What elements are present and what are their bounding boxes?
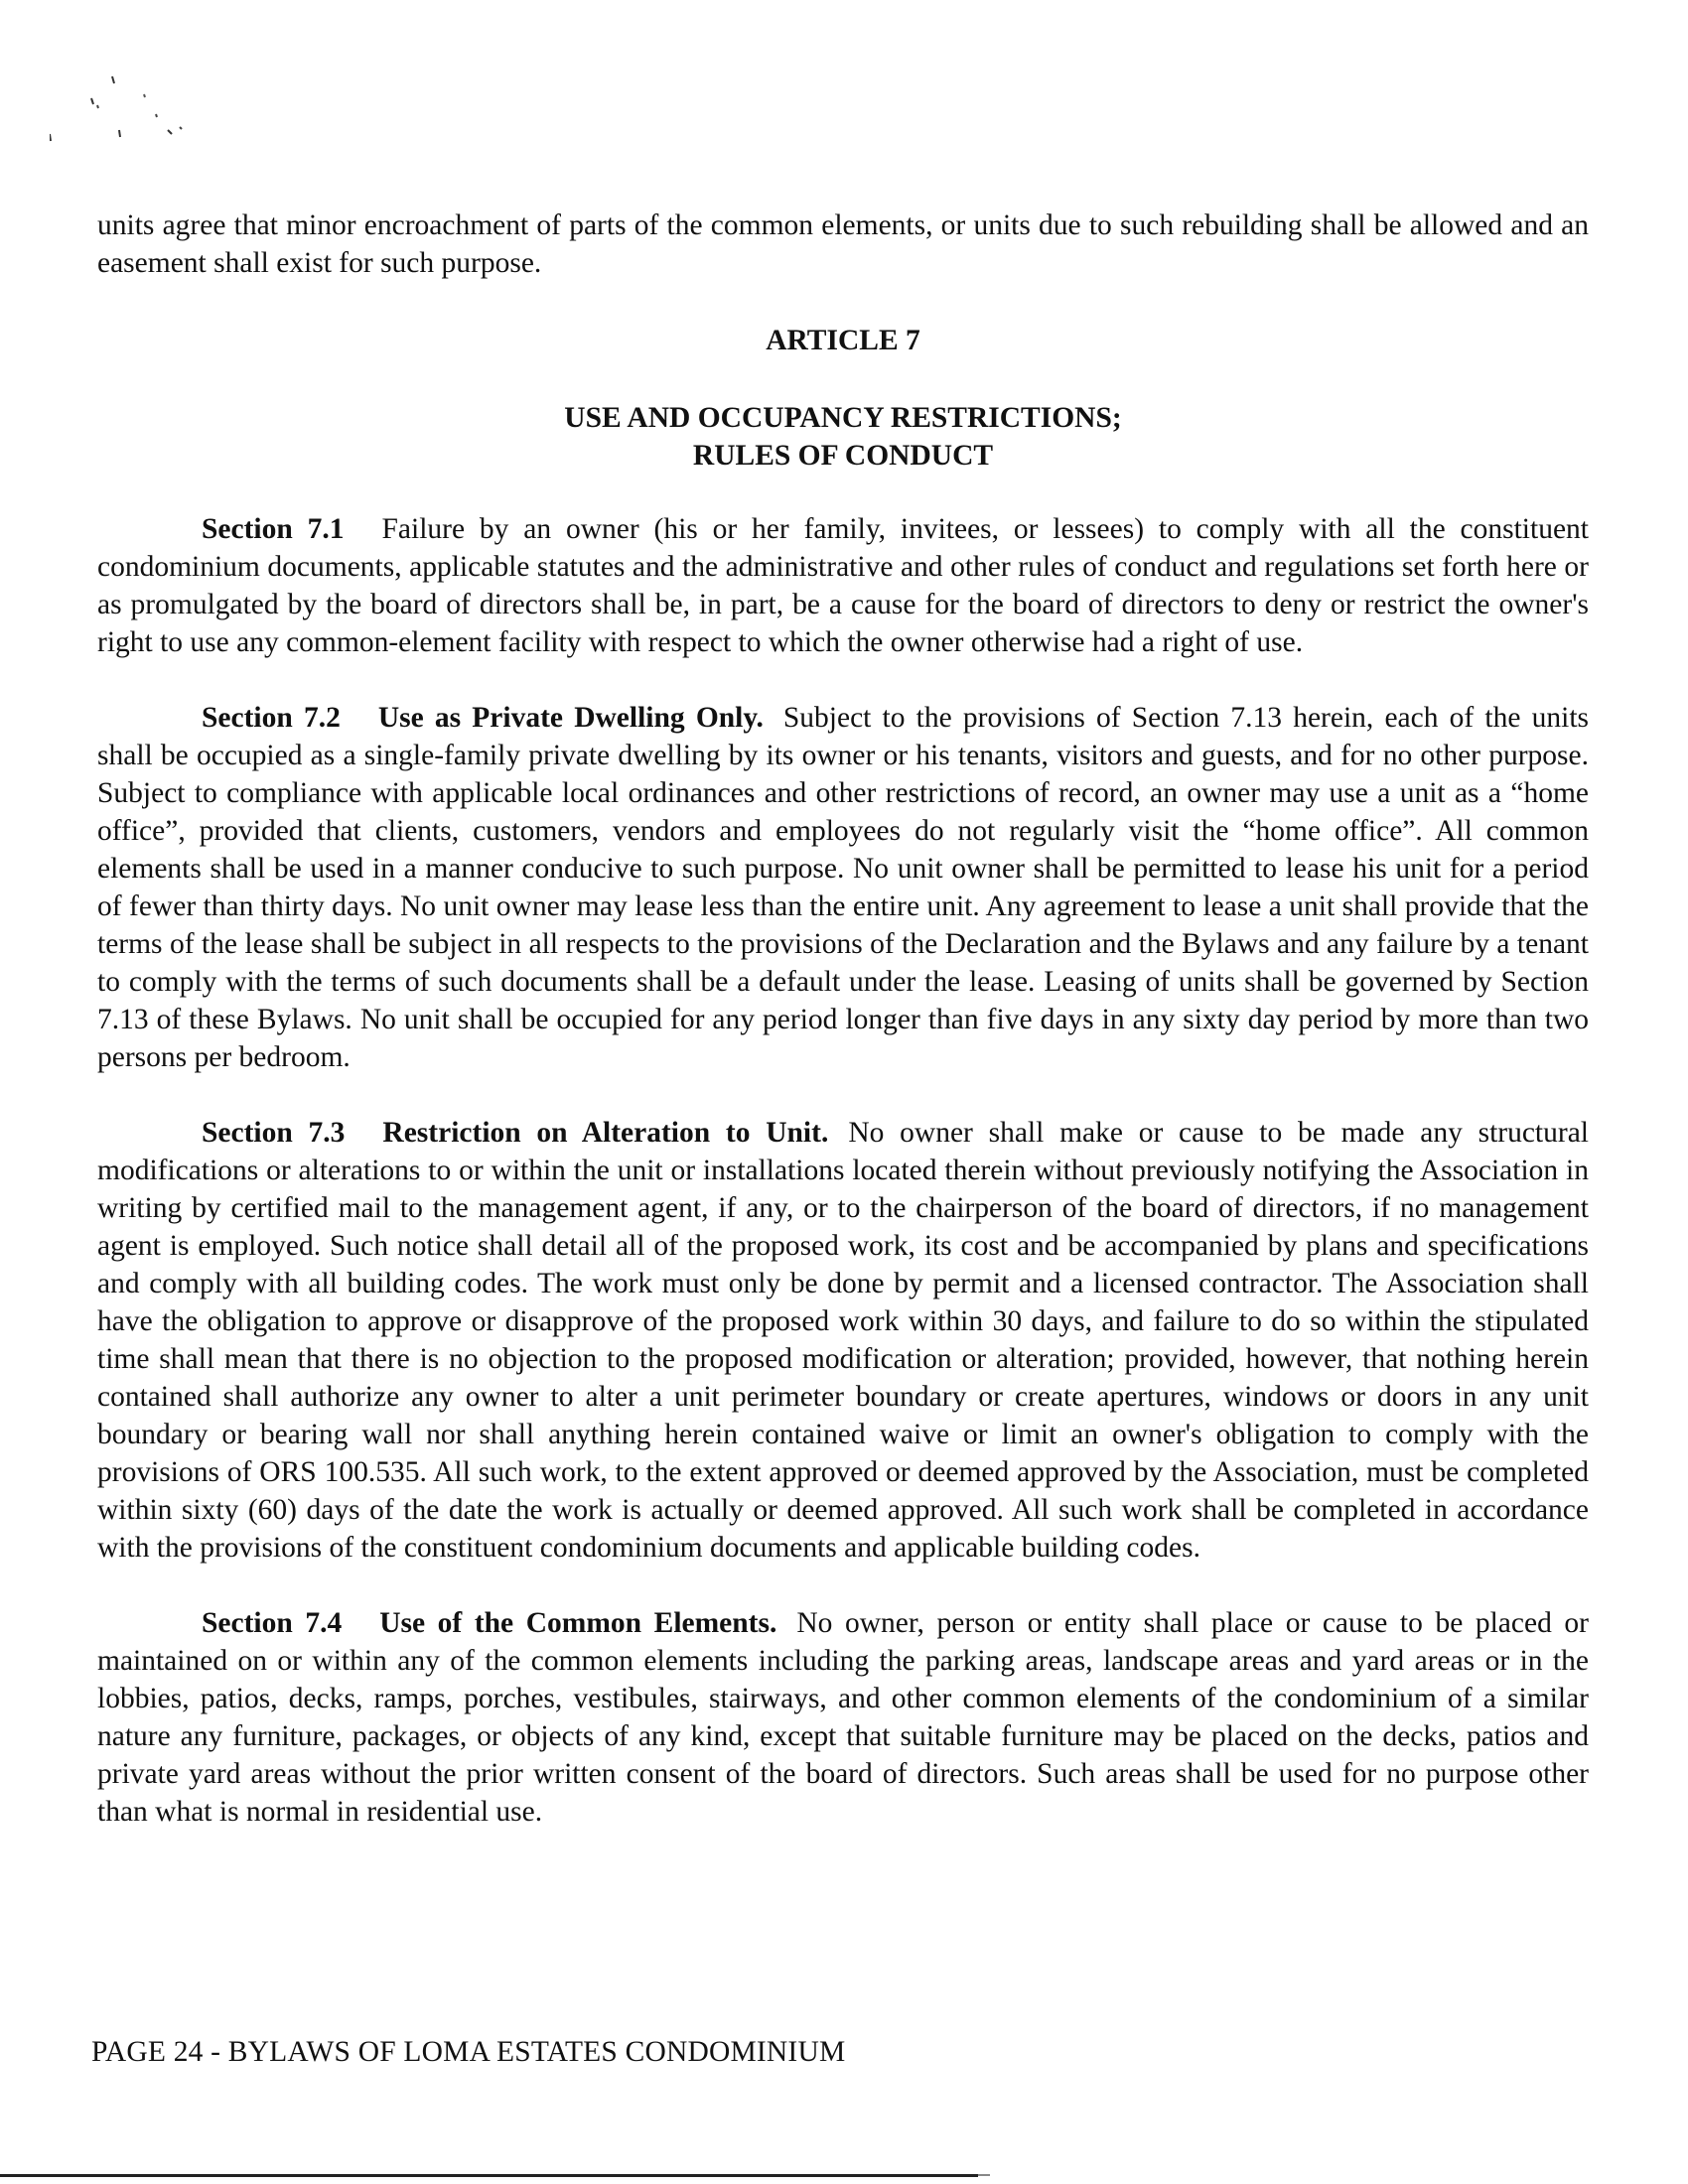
article-number: ARTICLE 7	[766, 325, 920, 356]
continuation-paragraph: units agree that minor encroachment of parts of the common elements, or units due to such rebuilding shall be allowed and an easement shall exist for such purpose.	[97, 209, 1589, 279]
section-body: Subject to the provisions of Section 7.13 herein, each of the units shall be occupied as a single-family private dwelling by its owner or his tenants, visitors and guests, and for no other purpose. Subject to compliance with applicable local ordinances and other restrictions of record, an owner may use a unit as a “home office”, provided that clients, customers, vendors and employees do not regularly visit the “home office”. All common elements shall be used in a manner conducive to such purpose. No unit owner shall be permitted to lease his unit for a period of fewer than thirty days. No unit owner may lease less than the entire unit. Any agreement to lease a unit shall provide that the terms of the lease shall be subject in all respects to the provisions of the Declaration and the Bylaws and any failure by a tenant to comply with the terms of such documents shall be a default under the lease. Leasing of units shall be governed by Section 7.13 of these Bylaws. No unit shall be occupied for any period longer than five days in any sixty day period by more than two persons per bedroom.	[97, 702, 1589, 1073]
page-footer: PAGE 24 - BYLAWS OF LOMA ESTATES CONDOMINIUM	[91, 2036, 846, 2068]
section-number: Section 7.1	[202, 513, 345, 545]
section-title: Restriction on Alteration to Unit.	[382, 1117, 829, 1149]
article-title-line-2: RULES OF CONDUCT	[692, 440, 994, 472]
article-title	[97, 399, 1589, 475]
section-body: No owner shall make or cause to be made any structural modifications or alterations to or within the unit or installations located therein without previously notifying the Association in writing by certified mail to the management agent, if any, or to the chairperson of the board of directors, if no management agent is employed. Such notice shall detail all of the proposed work, its cost and be accompanied by plans and specifications and comply with all building codes. The work must only be done by permit and a licensed contractor. The Association shall have the obligation to approve or disapprove of the proposed work within 30 days, and failure to do so within the stipulated time shall mean that there is no objection to the proposed modification or alteration; provided, however, that nothing herein contained shall authorize any owner to alter a unit perimeter boundary or create apertures, windows or doors in any unit boundary or bearing wall nor shall anything herein contained waive or limit an owner's obligation to comply with the provisions of ORS 100.535. All such work, to the extent approved or deemed approved by the Association, must be completed within sixty (60) days of the date the work is actually or deemed approved. All such work shall be completed in accordance with the provisions of the constituent condominium documents and applicable building codes.	[97, 1117, 1589, 1564]
section-7-2	[97, 699, 1589, 1076]
scan-specks	[50, 74, 228, 164]
section-title: Use as Private Dwelling Only.	[377, 702, 764, 734]
section-7-4	[97, 1604, 1589, 1831]
section-7-1	[97, 510, 1589, 661]
bottom-rule-tail	[978, 2174, 990, 2176]
section-number: Section 7.3	[202, 1117, 346, 1149]
section-7-3	[97, 1114, 1589, 1567]
section-body: Failure by an owner (his or her family, invitees, or lessees) to comply with all the constituent condominium documents, applicable statutes and the administrative and other rules of conduct and regulations set forth here or as promulgated by the board of directors shall be, in part, be a cause for the board of directors to deny or restrict the owner's right to use any common-element facility with respect to which the owner otherwise had a right of use.	[97, 513, 1589, 658]
article-title-line-1: USE AND OCCUPANCY RESTRICTIONS;	[564, 402, 1122, 434]
bottom-rule	[0, 2174, 978, 2177]
document-page	[97, 206, 1589, 1868]
section-title: Use of the Common Elements.	[379, 1607, 777, 1639]
section-number: Section 7.2	[202, 702, 341, 734]
section-number: Section 7.4	[202, 1607, 343, 1639]
section-body: No owner, person or entity shall place or cause to be placed or maintained on or within any of the common elements including the parking areas, landscape areas and yard areas or in the lobbies, patios, decks, ramps, porches, vestibules, stairways, and other common elements of the condominium of a similar nature any furniture, packages, or objects of any kind, except that suitable furniture may be placed on the decks, patios and private yard areas without the prior written consent of the board of directors. Such areas shall be used for no purpose other than what is normal in residential use.	[97, 1607, 1589, 1828]
